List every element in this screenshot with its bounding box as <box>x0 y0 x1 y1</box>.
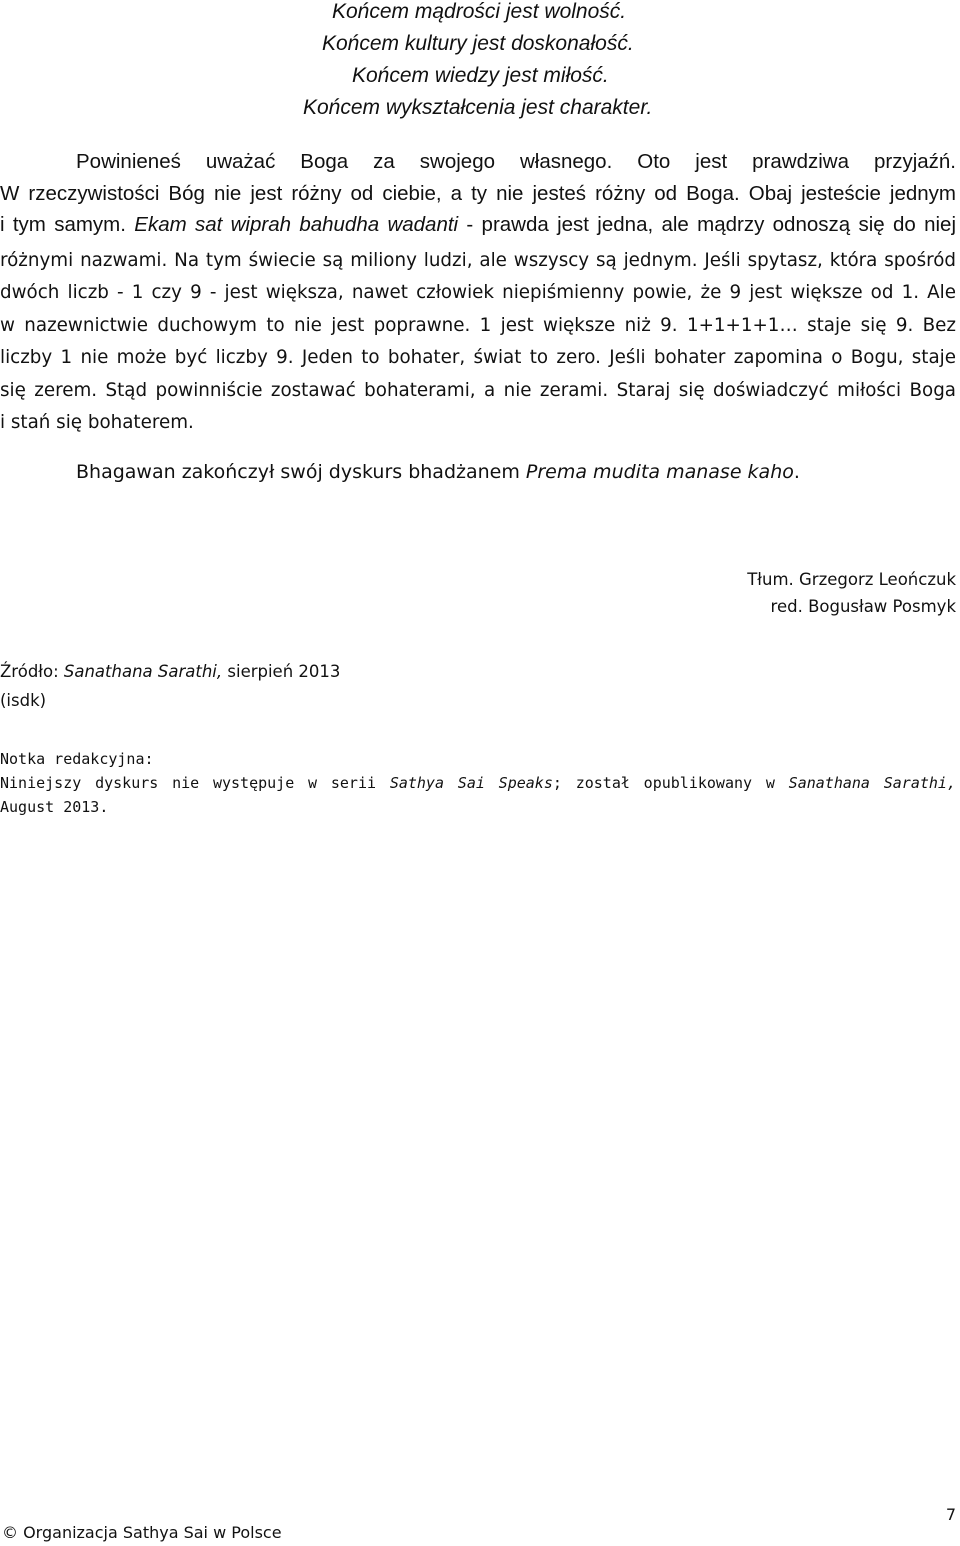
paragraph-line: W rzeczywistości Bóg nie jest różny od ciebie, a ty nie jesteś różny od Boga. Obaj jesteście jednym <box>0 181 956 205</box>
closing-line <box>76 461 800 483</box>
text-run: August 2013. <box>0 798 109 816</box>
editorial-note <box>0 747 956 819</box>
verse-line: Końcem wykształcenia jest charakter. <box>303 96 653 119</box>
footer-copyright: © Organizacja Sathya Sai w Polsce <box>2 1523 282 1542</box>
source-line <box>0 662 340 681</box>
paragraph-line: Powinieneś uważać Boga za swojego własnego. Oto jest prawdziwa przyjaźń. <box>76 150 956 173</box>
paragraph-line: i stań się bohaterem. <box>0 412 194 434</box>
text-run: i tym samym. <box>0 213 135 236</box>
magazine-title: Sanathana Sarathi, <box>788 774 956 792</box>
source-date: sierpień 2013 <box>222 662 341 681</box>
page-number: 7 <box>945 1505 956 1524</box>
note-heading: Notka redakcyjna: <box>0 750 154 768</box>
note-body <box>0 771 956 819</box>
paragraph-line: w nazewnictwie duchowym to nie jest poprawne. 1 jest większe niż 9. 1+1+1+1… staje się 9. Bez <box>0 314 956 336</box>
sanskrit-quote: Ekam sat wiprah bahudha wadanti <box>134 213 459 236</box>
verse-line: Końcem kultury jest doskonałość. <box>322 32 634 55</box>
paragraph-line: liczby 1 nie może być liczby 9. Jeden to bohater, świat to zero. Jeśli bohater zapomina o Bogu, staje <box>0 347 956 369</box>
translator-credit: Tłum. Grzegorz Leończuk <box>747 570 956 589</box>
editor-credit: red. Bogusław Posmyk <box>770 597 956 616</box>
source-code: (isdk) <box>0 691 47 710</box>
paragraph-line <box>0 209 956 241</box>
paragraph-numbers <box>0 245 956 439</box>
bhajan-title: Prema mudita manase kaho <box>525 461 794 483</box>
series-title: Sathya Sai Speaks <box>389 774 553 792</box>
verse-line: Końcem wiedzy jest miłość. <box>352 64 609 87</box>
text-run: Bhagawan zakończył swój dyskurs bhadżanem <box>76 461 526 483</box>
text-run: ; został opublikowany w <box>552 774 789 792</box>
source-title: Sanathana Sarathi, <box>63 662 223 681</box>
paragraph-line: się zerem. Stąd powinniście zostawać bohaterami, a nie zerami. Staraj się doświadczyć miłości Boga <box>0 379 956 401</box>
text-run: . <box>793 461 800 483</box>
paragraph-line: dwóch liczb - 1 czy 9 - jest większa, nawet człowiek niepiśmienny powie, że 9 jest większe od 1. Ale <box>0 282 956 304</box>
source-label: Źródło: <box>0 662 64 681</box>
verse-line: Końcem mądrości jest wolność. <box>332 0 627 23</box>
paragraph-friendship <box>0 146 956 241</box>
text-run: - prawda jest jedna, ale mądrzy odnoszą się do niej <box>458 213 957 236</box>
text-run: Niniejszy dyskurs nie występuje w serii <box>0 774 390 792</box>
paragraph-line: różnymi nazwami. Na tym świecie są miliony ludzi, ale wszyscy są jednym. Jeśli spytasz, która spośród <box>0 250 956 271</box>
